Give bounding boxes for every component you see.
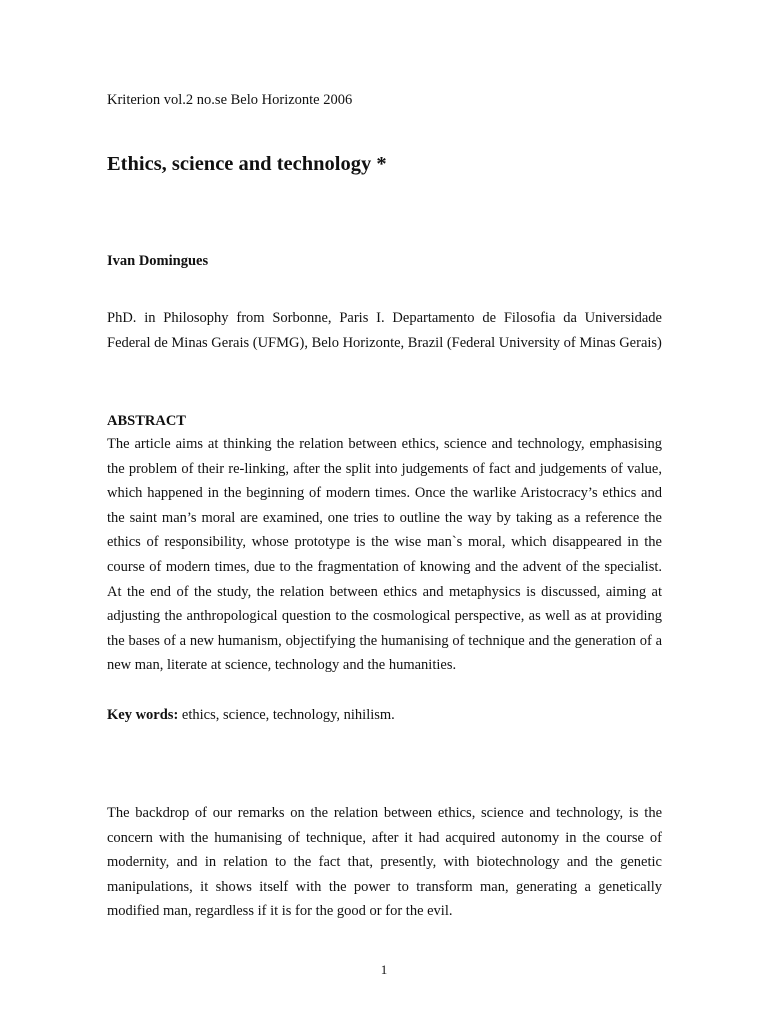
abstract-text: The article aims at thinking the relation between ethics, science and technology, emphasising the problem of their re-linking, after the split into judgements of fact and judgements of value, which happened in the beginning of modern times. Once the warlike Aristocracy’s ethics and the saint man’s moral are examined, one tries to outline the way by taking as a reference the ethics of responsibility, whose prototype is the wise man`s moral, which disappeared in the course of modern times, due to the fragmentation of knowing and the advent of the specialist. At the end of the study, the relation between ethics and metaphysics is discussed, aiming at adjusting the anthropological question to the cosmological perspective, as well as at providing the bases of a new humanism, objectifying the humanising of technique and the generation of a new man, literate at science, technology and the humanities. — [107, 436, 662, 674]
body-paragraph: The backdrop of our remarks on the relation between ethics, science and technology, is the concern with the humanising of technique, after it had acquired autonomy in the course of modernity, and in relation to the fact that, presently, with biotechnology and the genetic manipulations, it shows itself with the power to transform man, generating a genetically modified man, regardless if it is for the good or for the evil. — [107, 805, 662, 920]
author-name: Ivan Domingues — [107, 253, 209, 269]
journal-citation: Kriterion vol.2 no.se Belo Horizonte 2006 — [107, 92, 353, 108]
keywords-line — [107, 705, 395, 725]
keywords-text: ethics, science, technology, nihilism. — [178, 707, 395, 723]
abstract-heading: ABSTRACT — [107, 413, 186, 429]
article-title: Ethics, science and technology * — [107, 153, 387, 175]
keywords-label: Key words: — [107, 707, 179, 723]
page-number: 1 — [380, 962, 388, 977]
author-affiliation: PhD. in Philosophy from Sorbonne, Paris I. Departamento de Filosofia da Universidade Federal de Minas Gerais (UFMG), Belo Horizonte, Brazil (Federal University of Minas Gerais) — [107, 310, 662, 351]
